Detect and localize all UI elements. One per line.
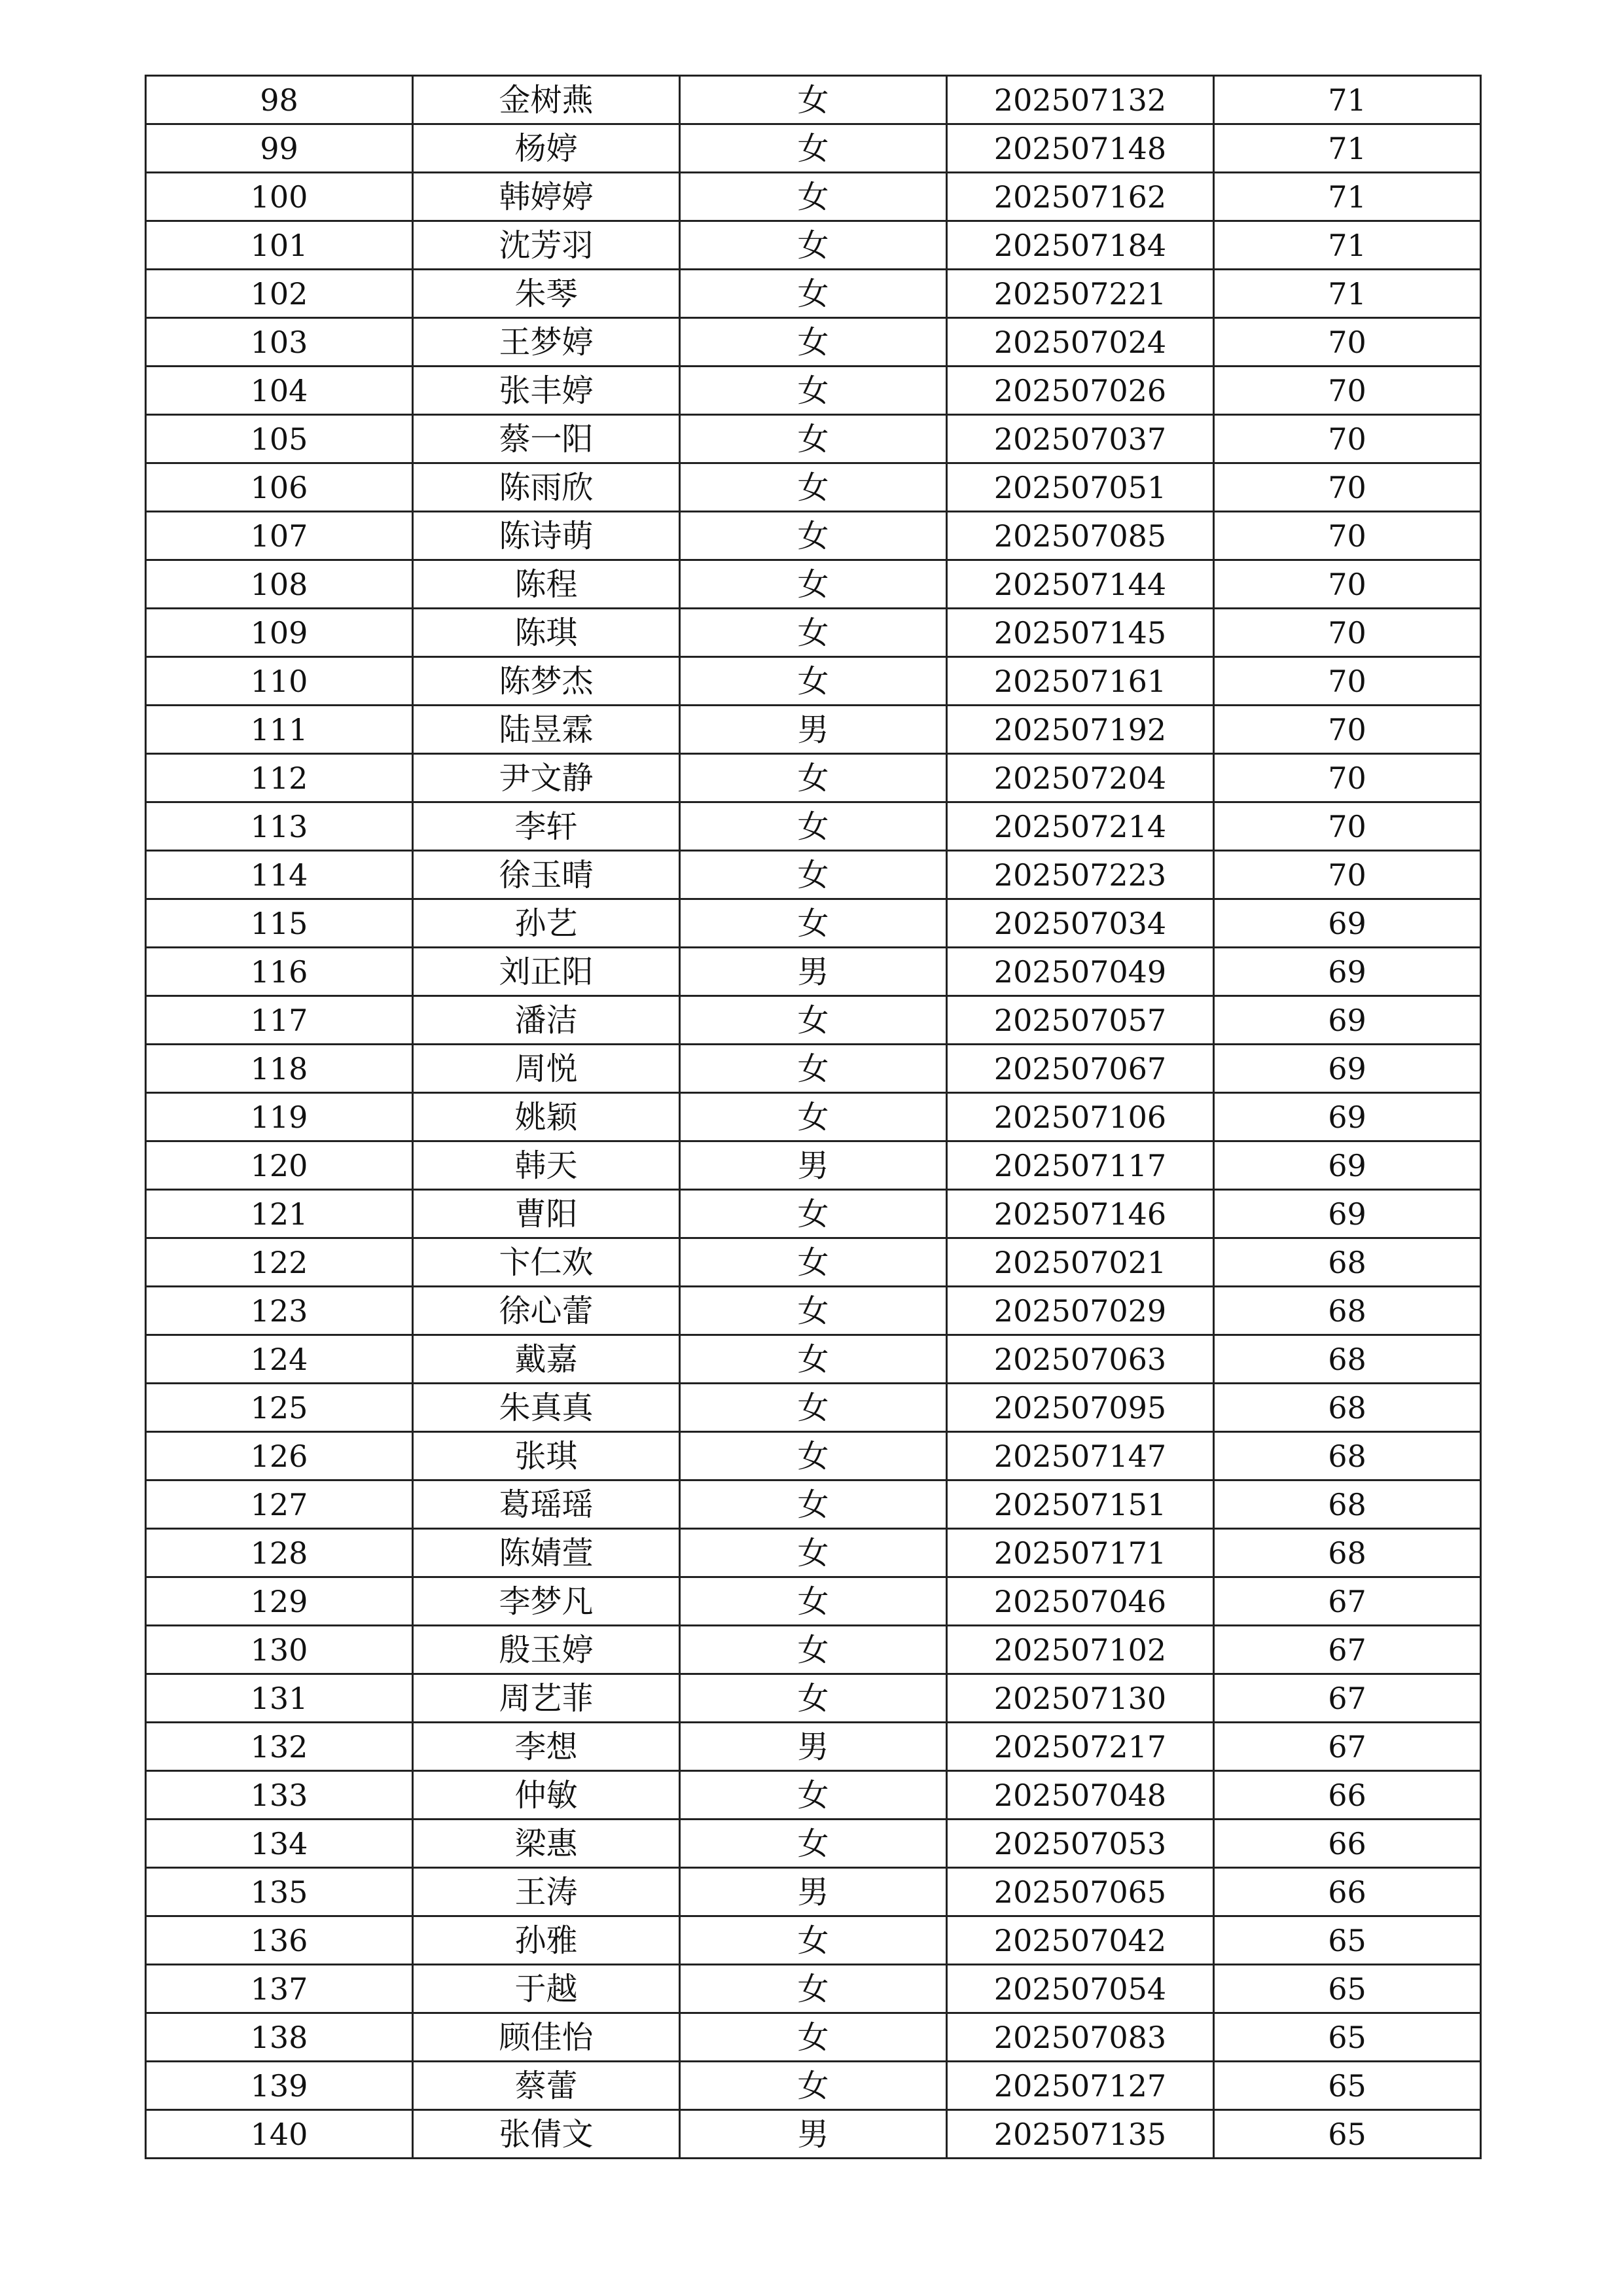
table-row — [146, 948, 1481, 996]
row-number-cell: 135 — [146, 1868, 413, 1916]
gender-cell: 女 — [680, 899, 947, 948]
gender-cell: 女 — [680, 1965, 947, 2013]
exam-id-cell: 202507053 — [947, 1820, 1214, 1868]
score-cell: 71 — [1214, 76, 1481, 124]
exam-id-cell: 202507204 — [947, 754, 1214, 802]
row-number-cell: 138 — [146, 2013, 413, 2062]
table-row — [146, 706, 1481, 754]
exam-id-cell: 202507217 — [947, 1723, 1214, 1771]
table-row — [146, 1868, 1481, 1916]
table-row — [146, 1287, 1481, 1335]
score-cell: 68 — [1214, 1529, 1481, 1577]
name-cell: 李想 — [413, 1723, 680, 1771]
exam-id-cell: 202507034 — [947, 899, 1214, 948]
row-number-cell: 100 — [146, 173, 413, 221]
score-cell: 70 — [1214, 367, 1481, 415]
row-number-cell: 111 — [146, 706, 413, 754]
row-number-cell: 119 — [146, 1093, 413, 1141]
gender-cell: 女 — [680, 221, 947, 270]
score-cell: 70 — [1214, 609, 1481, 657]
gender-cell: 女 — [680, 1384, 947, 1432]
exam-id-cell: 202507051 — [947, 463, 1214, 512]
gender-cell: 男 — [680, 1141, 947, 1190]
name-cell: 潘洁 — [413, 996, 680, 1045]
name-cell: 杨婷 — [413, 124, 680, 173]
score-cell: 67 — [1214, 1674, 1481, 1723]
exam-id-cell: 202507130 — [947, 1674, 1214, 1723]
score-cell: 71 — [1214, 173, 1481, 221]
score-cell: 70 — [1214, 415, 1481, 463]
row-number-cell: 112 — [146, 754, 413, 802]
name-cell: 张倩文 — [413, 2110, 680, 2159]
gender-cell: 女 — [680, 1577, 947, 1626]
gender-cell: 女 — [680, 367, 947, 415]
exam-id-cell: 202507192 — [947, 706, 1214, 754]
name-cell: 张琪 — [413, 1432, 680, 1480]
row-number-cell: 125 — [146, 1384, 413, 1432]
exam-id-cell: 202507049 — [947, 948, 1214, 996]
gender-cell: 女 — [680, 270, 947, 318]
gender-cell: 女 — [680, 1916, 947, 1965]
exam-id-cell: 202507145 — [947, 609, 1214, 657]
exam-id-cell: 202507151 — [947, 1480, 1214, 1529]
row-number-cell: 102 — [146, 270, 413, 318]
name-cell: 李轩 — [413, 802, 680, 851]
score-cell: 71 — [1214, 270, 1481, 318]
row-number-cell: 137 — [146, 1965, 413, 2013]
table-row — [146, 1965, 1481, 2013]
gender-cell: 男 — [680, 706, 947, 754]
table-row — [146, 1723, 1481, 1771]
name-cell: 孙雅 — [413, 1916, 680, 1965]
table-row — [146, 1141, 1481, 1190]
name-cell: 于越 — [413, 1965, 680, 2013]
score-cell: 66 — [1214, 1820, 1481, 1868]
gender-cell: 女 — [680, 124, 947, 173]
gender-cell: 女 — [680, 1529, 947, 1577]
table-row — [146, 996, 1481, 1045]
gender-cell: 女 — [680, 463, 947, 512]
table-row — [146, 851, 1481, 899]
row-number-cell: 129 — [146, 1577, 413, 1626]
name-cell: 朱真真 — [413, 1384, 680, 1432]
row-number-cell: 104 — [146, 367, 413, 415]
score-cell: 65 — [1214, 1916, 1481, 1965]
row-number-cell: 128 — [146, 1529, 413, 1577]
score-cell: 68 — [1214, 1480, 1481, 1529]
row-number-cell: 133 — [146, 1771, 413, 1820]
table-row — [146, 1626, 1481, 1674]
row-number-cell: 134 — [146, 1820, 413, 1868]
gender-cell: 女 — [680, 657, 947, 706]
score-cell: 68 — [1214, 1432, 1481, 1480]
exam-id-cell: 202507085 — [947, 512, 1214, 560]
row-number-cell: 113 — [146, 802, 413, 851]
score-cell: 69 — [1214, 899, 1481, 948]
gender-cell: 女 — [680, 1190, 947, 1238]
row-number-cell: 130 — [146, 1626, 413, 1674]
table-row — [146, 1916, 1481, 1965]
score-cell: 68 — [1214, 1384, 1481, 1432]
row-number-cell: 99 — [146, 124, 413, 173]
gender-cell: 男 — [680, 948, 947, 996]
exam-id-cell: 202507171 — [947, 1529, 1214, 1577]
name-cell: 刘正阳 — [413, 948, 680, 996]
gender-cell: 女 — [680, 1432, 947, 1480]
score-cell: 69 — [1214, 996, 1481, 1045]
score-cell: 67 — [1214, 1577, 1481, 1626]
exam-id-cell: 202507132 — [947, 76, 1214, 124]
name-cell: 张丰婷 — [413, 367, 680, 415]
table-row — [146, 1480, 1481, 1529]
table-row — [146, 1674, 1481, 1723]
name-cell: 陈雨欣 — [413, 463, 680, 512]
name-cell: 蔡蕾 — [413, 2062, 680, 2110]
table-row — [146, 173, 1481, 221]
exam-id-cell: 202507048 — [947, 1771, 1214, 1820]
name-cell: 葛瑶瑶 — [413, 1480, 680, 1529]
score-cell: 70 — [1214, 463, 1481, 512]
score-cell: 70 — [1214, 754, 1481, 802]
gender-cell: 女 — [680, 802, 947, 851]
score-cell: 69 — [1214, 1141, 1481, 1190]
row-number-cell: 117 — [146, 996, 413, 1045]
exam-id-cell: 202507054 — [947, 1965, 1214, 2013]
row-number-cell: 126 — [146, 1432, 413, 1480]
exam-id-cell: 202507067 — [947, 1045, 1214, 1093]
exam-id-cell: 202507057 — [947, 996, 1214, 1045]
score-cell: 66 — [1214, 1868, 1481, 1916]
gender-cell: 女 — [680, 1771, 947, 1820]
name-cell: 顾佳怡 — [413, 2013, 680, 2062]
row-number-cell: 139 — [146, 2062, 413, 2110]
table-row — [146, 415, 1481, 463]
name-cell: 卞仁欢 — [413, 1238, 680, 1287]
exam-id-cell: 202507026 — [947, 367, 1214, 415]
score-cell: 68 — [1214, 1335, 1481, 1384]
gender-cell: 女 — [680, 318, 947, 367]
row-number-cell: 109 — [146, 609, 413, 657]
row-number-cell: 105 — [146, 415, 413, 463]
exam-id-cell: 202507021 — [947, 1238, 1214, 1287]
exam-id-cell: 202507037 — [947, 415, 1214, 463]
exam-id-cell: 202507147 — [947, 1432, 1214, 1480]
table-row — [146, 2110, 1481, 2159]
score-cell: 70 — [1214, 851, 1481, 899]
score-cell: 71 — [1214, 221, 1481, 270]
score-cell: 69 — [1214, 1190, 1481, 1238]
name-cell: 韩天 — [413, 1141, 680, 1190]
score-cell: 71 — [1214, 124, 1481, 173]
gender-cell: 女 — [680, 1287, 947, 1335]
name-cell: 陆昱霖 — [413, 706, 680, 754]
name-cell: 蔡一阳 — [413, 415, 680, 463]
exam-id-cell: 202507046 — [947, 1577, 1214, 1626]
row-number-cell: 121 — [146, 1190, 413, 1238]
score-cell: 70 — [1214, 512, 1481, 560]
table-row — [146, 899, 1481, 948]
row-number-cell: 140 — [146, 2110, 413, 2159]
name-cell: 王涛 — [413, 1868, 680, 1916]
table-row — [146, 754, 1481, 802]
name-cell: 徐心蕾 — [413, 1287, 680, 1335]
table-row — [146, 2062, 1481, 2110]
table-row — [146, 1771, 1481, 1820]
table-row — [146, 1093, 1481, 1141]
gender-cell: 女 — [680, 560, 947, 609]
score-cell: 66 — [1214, 1771, 1481, 1820]
name-cell: 王梦婷 — [413, 318, 680, 367]
name-cell: 陈诗萌 — [413, 512, 680, 560]
row-number-cell: 110 — [146, 657, 413, 706]
exam-id-cell: 202507029 — [947, 1287, 1214, 1335]
gender-cell: 男 — [680, 2110, 947, 2159]
gender-cell: 女 — [680, 1626, 947, 1674]
score-table — [145, 75, 1482, 2159]
table-row — [146, 1190, 1481, 1238]
name-cell: 曹阳 — [413, 1190, 680, 1238]
score-table-body — [146, 76, 1481, 2159]
row-number-cell: 114 — [146, 851, 413, 899]
table-row — [146, 1238, 1481, 1287]
name-cell: 陈琪 — [413, 609, 680, 657]
name-cell: 陈程 — [413, 560, 680, 609]
row-number-cell: 132 — [146, 1723, 413, 1771]
score-cell: 65 — [1214, 2062, 1481, 2110]
row-number-cell: 103 — [146, 318, 413, 367]
score-cell: 69 — [1214, 1045, 1481, 1093]
name-cell: 仲敏 — [413, 1771, 680, 1820]
row-number-cell: 106 — [146, 463, 413, 512]
score-cell: 68 — [1214, 1287, 1481, 1335]
exam-id-cell: 202507162 — [947, 173, 1214, 221]
gender-cell: 女 — [680, 996, 947, 1045]
table-row — [146, 609, 1481, 657]
gender-cell: 女 — [680, 76, 947, 124]
row-number-cell: 108 — [146, 560, 413, 609]
exam-id-cell: 202507214 — [947, 802, 1214, 851]
gender-cell: 女 — [680, 2062, 947, 2110]
row-number-cell: 116 — [146, 948, 413, 996]
table-row — [146, 270, 1481, 318]
name-cell: 陈婧萱 — [413, 1529, 680, 1577]
exam-id-cell: 202507135 — [947, 2110, 1214, 2159]
gender-cell: 女 — [680, 1045, 947, 1093]
row-number-cell: 107 — [146, 512, 413, 560]
table-row — [146, 463, 1481, 512]
name-cell: 梁惠 — [413, 1820, 680, 1868]
score-cell: 68 — [1214, 1238, 1481, 1287]
exam-id-cell: 202507102 — [947, 1626, 1214, 1674]
exam-id-cell: 202507063 — [947, 1335, 1214, 1384]
row-number-cell: 122 — [146, 1238, 413, 1287]
score-cell: 65 — [1214, 2110, 1481, 2159]
name-cell: 徐玉晴 — [413, 851, 680, 899]
row-number-cell: 123 — [146, 1287, 413, 1335]
exam-id-cell: 202507065 — [947, 1868, 1214, 1916]
exam-id-cell: 202507146 — [947, 1190, 1214, 1238]
gender-cell: 女 — [680, 754, 947, 802]
exam-id-cell: 202507127 — [947, 2062, 1214, 2110]
score-cell: 70 — [1214, 802, 1481, 851]
score-cell: 70 — [1214, 657, 1481, 706]
exam-id-cell: 202507042 — [947, 1916, 1214, 1965]
exam-id-cell: 202507223 — [947, 851, 1214, 899]
gender-cell: 女 — [680, 1335, 947, 1384]
gender-cell: 女 — [680, 1480, 947, 1529]
gender-cell: 女 — [680, 1674, 947, 1723]
score-cell: 67 — [1214, 1723, 1481, 1771]
name-cell: 周悦 — [413, 1045, 680, 1093]
name-cell: 韩婷婷 — [413, 173, 680, 221]
gender-cell: 男 — [680, 1723, 947, 1771]
score-cell: 69 — [1214, 1093, 1481, 1141]
table-row — [146, 76, 1481, 124]
table-row — [146, 1045, 1481, 1093]
table-row — [146, 1820, 1481, 1868]
score-cell: 65 — [1214, 2013, 1481, 2062]
score-cell: 70 — [1214, 560, 1481, 609]
row-number-cell: 98 — [146, 76, 413, 124]
row-number-cell: 115 — [146, 899, 413, 948]
gender-cell: 女 — [680, 609, 947, 657]
exam-id-cell: 202507221 — [947, 270, 1214, 318]
table-row — [146, 560, 1481, 609]
row-number-cell: 118 — [146, 1045, 413, 1093]
exam-id-cell: 202507148 — [947, 124, 1214, 173]
exam-id-cell: 202507095 — [947, 1384, 1214, 1432]
gender-cell: 女 — [680, 851, 947, 899]
exam-id-cell: 202507117 — [947, 1141, 1214, 1190]
name-cell: 尹文静 — [413, 754, 680, 802]
gender-cell: 女 — [680, 2013, 947, 2062]
name-cell: 姚颖 — [413, 1093, 680, 1141]
name-cell: 金树燕 — [413, 76, 680, 124]
gender-cell: 女 — [680, 1820, 947, 1868]
score-cell: 65 — [1214, 1965, 1481, 2013]
row-number-cell: 136 — [146, 1916, 413, 1965]
exam-id-cell: 202507184 — [947, 221, 1214, 270]
name-cell: 孙艺 — [413, 899, 680, 948]
gender-cell: 女 — [680, 512, 947, 560]
table-row — [146, 802, 1481, 851]
name-cell: 周艺菲 — [413, 1674, 680, 1723]
row-number-cell: 131 — [146, 1674, 413, 1723]
table-row — [146, 124, 1481, 173]
gender-cell: 女 — [680, 1093, 947, 1141]
name-cell: 殷玉婷 — [413, 1626, 680, 1674]
name-cell: 李梦凡 — [413, 1577, 680, 1626]
table-row — [146, 657, 1481, 706]
table-row — [146, 1529, 1481, 1577]
row-number-cell: 127 — [146, 1480, 413, 1529]
row-number-cell: 120 — [146, 1141, 413, 1190]
table-row — [146, 1577, 1481, 1626]
score-cell: 70 — [1214, 318, 1481, 367]
table-row — [146, 1384, 1481, 1432]
row-number-cell: 101 — [146, 221, 413, 270]
table-row — [146, 1432, 1481, 1480]
row-number-cell: 124 — [146, 1335, 413, 1384]
exam-id-cell: 202507106 — [947, 1093, 1214, 1141]
gender-cell: 男 — [680, 1868, 947, 1916]
gender-cell: 女 — [680, 173, 947, 221]
table-row — [146, 1335, 1481, 1384]
table-row — [146, 221, 1481, 270]
table-row — [146, 367, 1481, 415]
score-cell: 69 — [1214, 948, 1481, 996]
table-row — [146, 512, 1481, 560]
gender-cell: 女 — [680, 415, 947, 463]
score-cell: 70 — [1214, 706, 1481, 754]
name-cell: 沈芳羽 — [413, 221, 680, 270]
exam-id-cell: 202507024 — [947, 318, 1214, 367]
exam-id-cell: 202507144 — [947, 560, 1214, 609]
score-cell: 67 — [1214, 1626, 1481, 1674]
table-row — [146, 2013, 1481, 2062]
gender-cell: 女 — [680, 1238, 947, 1287]
name-cell: 戴嘉 — [413, 1335, 680, 1384]
name-cell: 朱琴 — [413, 270, 680, 318]
exam-id-cell: 202507161 — [947, 657, 1214, 706]
exam-id-cell: 202507083 — [947, 2013, 1214, 2062]
table-row — [146, 318, 1481, 367]
name-cell: 陈梦杰 — [413, 657, 680, 706]
